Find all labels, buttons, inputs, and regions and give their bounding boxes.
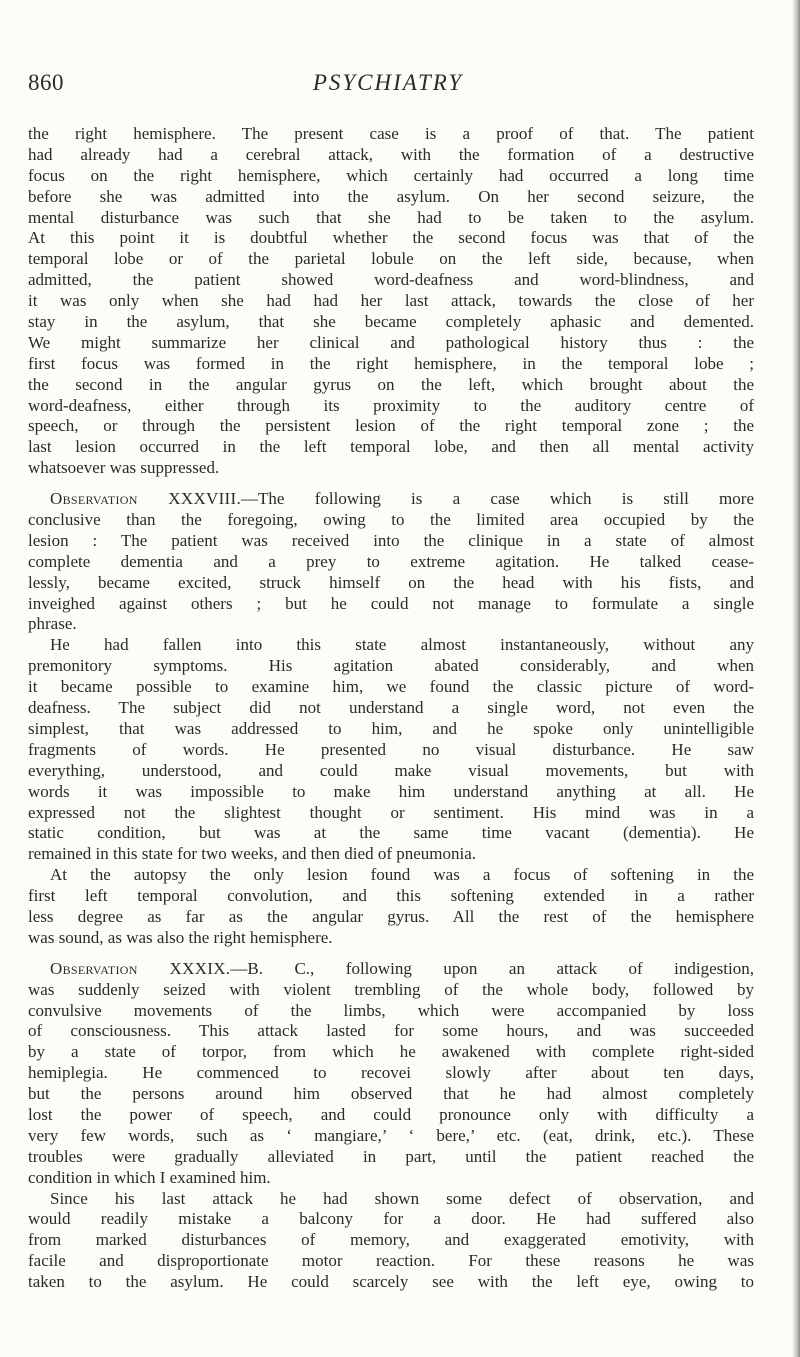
text-line: deafness. The subject did not understand a single word, not even the: [28, 698, 754, 718]
text-line: less degree as far as the angular gyrus. All the rest of the hemisphere: [28, 906, 754, 926]
text-line: was suddenly seized with violent trembling of the whole body, followed by: [28, 979, 754, 999]
text-line: it became possible to examine him, we found the classic picture of word-: [28, 677, 754, 697]
text-line: speech, or through the persistent lesion of the right temporal zone ; the: [28, 416, 754, 436]
text-line: remained in this state for two weeks, and then died of pneumonia.: [28, 844, 477, 864]
text-line: would readily mistake a balcony for a door. He had suffered also: [28, 1209, 754, 1229]
page-edge-shadow: [792, 0, 800, 1357]
text-line: mental disturbance was such that she had to be taken to the asylum.: [28, 207, 754, 227]
text-line: from marked disturbances of memory, and exaggerated emotivity, with: [28, 1230, 754, 1250]
text-line: He had fallen into this state almost instantaneously, without any: [50, 635, 754, 655]
text-line: fragments of words. He presented no visual disturbance. He saw: [28, 739, 754, 759]
body-text: [28, 124, 754, 1293]
paragraph-gap: [28, 949, 754, 959]
observation-heading-line: [28, 959, 754, 980]
text-line: it was only when she had had her last attack, towards the close of her: [28, 291, 754, 311]
observation-heading: Observation XXXVIII.: [50, 489, 242, 509]
page-number: 860: [28, 70, 64, 95]
observation-heading: Observation XXXIX.: [50, 958, 231, 978]
text-line: focus on the right hemisphere, which certainly had occurred a long time: [28, 165, 754, 185]
text-line: first left temporal convolution, and this softening extended in a rather: [28, 886, 754, 906]
text-line: complete dementia and a prey to extreme agitation. He talked cease-: [28, 551, 754, 571]
text-line: lesion : The patient was received into the clinique in a state of almost: [28, 530, 754, 550]
text-line: At this point it is doubtful whether the second focus was that of the: [28, 228, 754, 248]
text-line: lost the power of speech, and could pronounce only with difficulty a: [28, 1104, 754, 1124]
text-line: simplest, that was addressed to him, and he spoke only unintelligible: [28, 718, 754, 738]
running-title: PSYCHIATRY: [312, 70, 464, 95]
text-line: We might summarize her clinical and pathological history thus : the: [28, 332, 754, 352]
text-line: condition in which I examined him.: [28, 1167, 271, 1187]
text-line: static condition, but was at the same time vacant (dementia). He: [28, 823, 754, 843]
text-line: words it was impossible to make him understand anything at all. He: [28, 781, 754, 801]
text-line: first focus was formed in the right hemisphere, in the temporal lobe ;: [28, 353, 754, 373]
text-line: had already had a cerebral attack, with the formation of a destructive: [28, 144, 754, 164]
text-line: everything, understood, and could make visual movements, but with: [28, 760, 754, 780]
text-line: whatsoever was suppressed.: [28, 458, 220, 478]
text-line: troubles were gradually alleviated in part, until the patient reached the: [28, 1146, 754, 1166]
text-line: premonitory symptoms. His agitation abated considerably, and when: [28, 656, 754, 676]
text-line: phrase.: [28, 614, 77, 634]
paragraph-gap: [28, 479, 754, 489]
text-line: very few words, such as ‘ mangiare,’ ‘ bere,’ etc. (eat, drink, etc.). These: [28, 1125, 754, 1145]
text-line: conclusive than the foregoing, owing to the limited area occupied by the: [28, 510, 754, 530]
text-line: At the autopsy the only lesion found was a focus of softening in the: [50, 865, 754, 885]
text-line-fragment: —The following is a case which is still more: [241, 489, 754, 509]
text-line: temporal lobe or of the parietal lobule on the left side, because, when: [28, 249, 754, 269]
text-line: of consciousness. This attack lasted for some hours, and was succeeded: [28, 1021, 754, 1041]
text-line: hemiplegia. He commenced to recovei slowly after about ten days,: [28, 1063, 754, 1083]
text-line-fragment: —B. C., following upon an attack of indigestion,: [230, 958, 754, 978]
text-line: lessly, became excited, struck himself on the head with his fists, and: [28, 572, 754, 592]
text-line: the right hemisphere. The present case is a proof of that. The patient: [28, 124, 754, 143]
text-line: taken to the asylum. He could scarcely see with the left eye, owing to: [28, 1272, 754, 1292]
text-line: the second in the angular gyrus on the left, which brought about the: [28, 374, 754, 394]
observation-heading-line: [28, 489, 754, 510]
text-line: by a state of torpor, from which he awakened with complete right-sided: [28, 1042, 754, 1062]
page-header: [28, 62, 748, 102]
text-line: admitted, the patient showed word-deafness and word-blindness, and: [28, 270, 754, 290]
text-line: facile and disproportionate motor reaction. For these reasons he was: [28, 1251, 754, 1271]
text-line: but the persons around him observed that he had almost completely: [28, 1084, 754, 1104]
text-line: stay in the asylum, that she became completely aphasic and demented.: [28, 312, 754, 332]
text-line: before she was admitted into the asylum. On her second seizure, the: [28, 186, 754, 206]
text-line: was sound, as was also the right hemisphere.: [28, 927, 333, 947]
text-line: last lesion occurred in the left temporal lobe, and then all mental activity: [28, 437, 754, 457]
text-line: inveighed against others ; but he could not manage to formulate a single: [28, 593, 754, 613]
text-line: word-deafness, either through its proximity to the auditory centre of: [28, 395, 754, 415]
text-line: convulsive movements of the limbs, which were accompanied by loss: [28, 1000, 754, 1020]
text-line: Since his last attack he had shown some defect of observation, and: [50, 1188, 754, 1208]
text-line: expressed not the slightest thought or sentiment. His mind was in a: [28, 802, 754, 822]
